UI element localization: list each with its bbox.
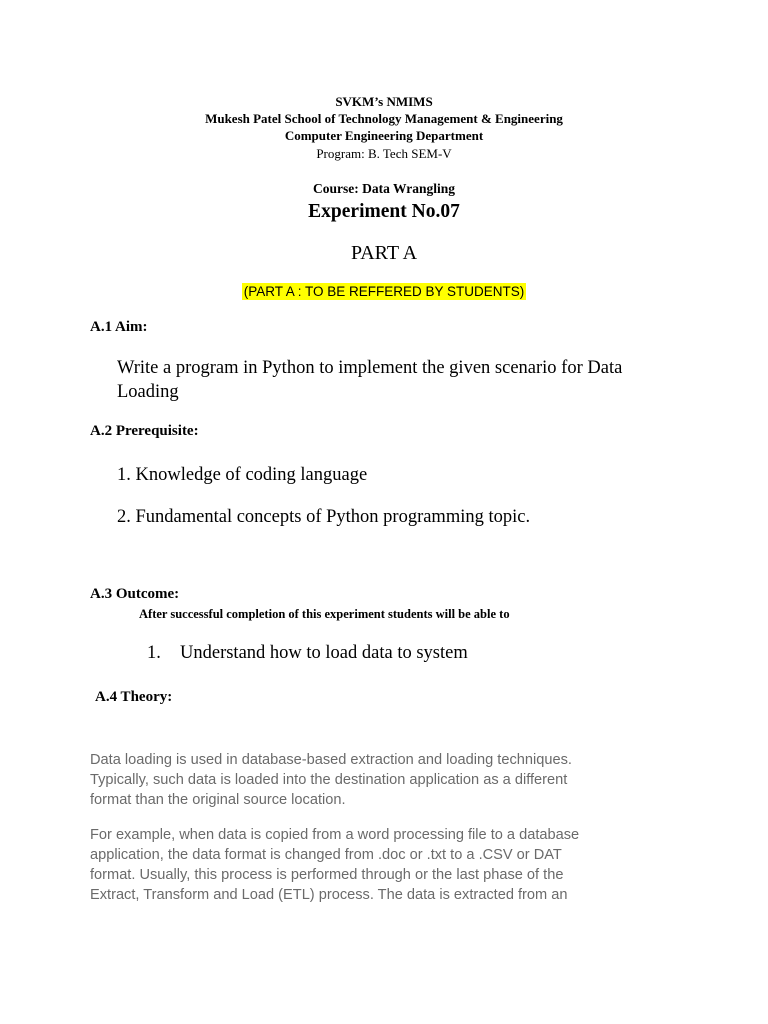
institute-name: SVKM’s NMIMS [335, 94, 433, 109]
program-label: Program: B. Tech SEM-V [316, 146, 452, 161]
experiment-title: Experiment No.07 [308, 201, 460, 222]
theory-p2-line-2: application, the data format is changed from .doc or .txt to a .CSV or DAT [90, 847, 562, 863]
theory-p1-line-3: format than the original source location. [90, 792, 346, 808]
aim-heading: A.1 Aim: [90, 319, 148, 335]
theory-p2-line-4: Extract, Transform and Load (ETL) process. The data is extracted from an [90, 887, 568, 903]
part-note-row [0, 283, 768, 301]
outcome-item-number: 1. [147, 643, 161, 663]
part-title: PART A [350, 242, 418, 264]
outcome-heading: A.3 Outcome: [90, 586, 180, 602]
aim-text-line-2: Loading [117, 382, 179, 402]
theory-paragraph-2 [90, 825, 680, 905]
theory-p1-line-2: Typically, such data is loaded into the destination application as a different [90, 772, 568, 788]
department-name: Computer Engineering Department [284, 128, 484, 143]
course-title: Course: Data Wrangling [312, 181, 455, 196]
outcome-intro: After successful completion of this experiment students will be able to [139, 607, 510, 621]
prerequisite-item-2: 2. Fundamental concepts of Python programming topic. [117, 507, 531, 527]
prerequisite-heading: A.2 Prerequisite: [90, 423, 199, 439]
theory-paragraph-1 [90, 750, 680, 810]
theory-p2-line-1: For example, when data is copied from a word processing file to a database [90, 827, 580, 843]
school-name: Mukesh Patel School of Technology Management & Engineering [205, 111, 563, 126]
part-note-highlight: (PART A : TO BE REFFERED BY STUDENTS) [243, 284, 525, 299]
theory-p1-line-1: Data loading is used in database-based extraction and loading techniques. [90, 752, 572, 768]
theory-p2-line-3: format. Usually, this process is performed through or the last phase of the [90, 867, 564, 883]
aim-text-line-1: Write a program in Python to implement the given scenario for Data [117, 358, 623, 378]
theory-heading: A.4 Theory: [95, 689, 173, 705]
prerequisite-item-1: 1. Knowledge of coding language [117, 465, 368, 485]
outcome-item-text: Understand how to load data to system [180, 643, 468, 663]
